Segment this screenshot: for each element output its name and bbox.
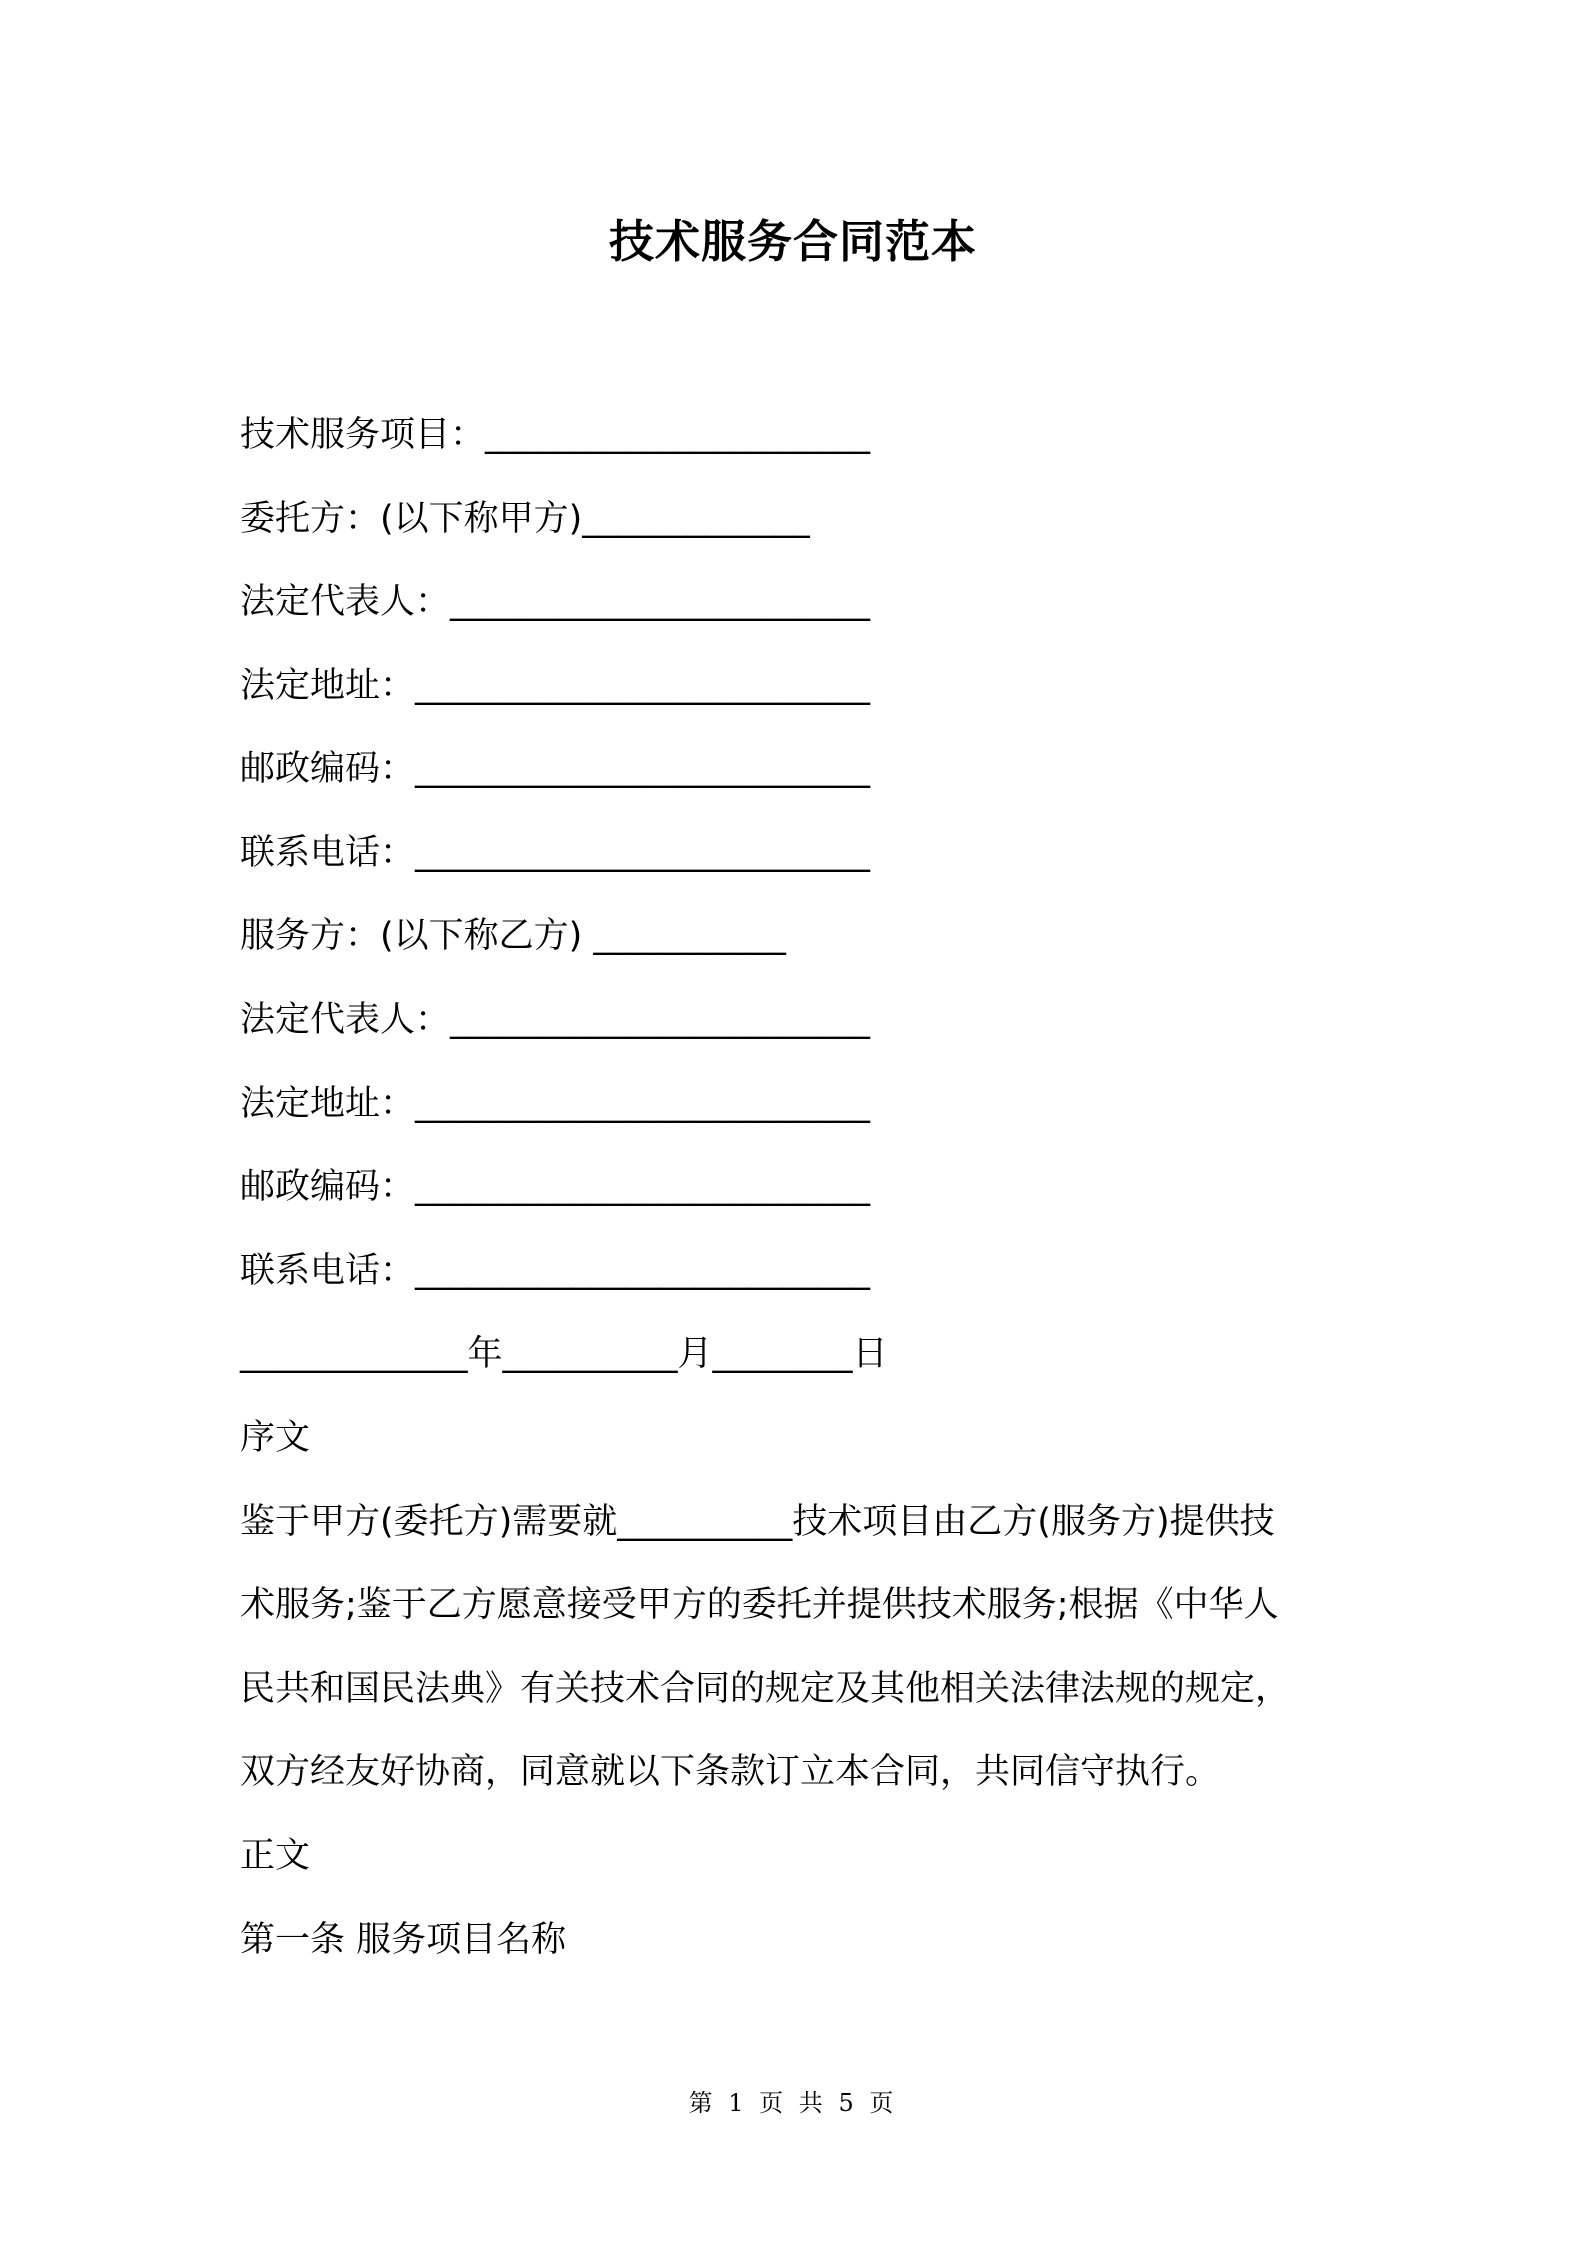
field-provider-legal-address: 法定地址：__________________________ (240, 1084, 871, 1124)
field-client-postal-code: 邮政编码：__________________________ (240, 749, 871, 789)
field-client-legal-rep: 法定代表人：________________________ (240, 582, 871, 622)
field-service-project: 技术服务项目：______________________ (240, 415, 871, 455)
article-1-heading: 第一条 服务项目名称 (240, 1920, 567, 1960)
field-service-party: 服务方：(以下称乙方) ___________ (240, 916, 786, 956)
preface-line: 术服务;鉴于乙方愿意接受甲方的委托并提供技术服务;根据《中华人 (240, 1585, 1279, 1625)
field-provider-postal-code: 邮政编码：__________________________ (240, 1167, 871, 1207)
preface-heading: 序文 (240, 1418, 311, 1458)
body-heading: 正文 (240, 1836, 311, 1876)
field-provider-phone: 联系电话：__________________________ (240, 1251, 871, 1291)
preface-line: 双方经友好协商，同意就以下条款订立本合同，共同信守执行。 (240, 1752, 1221, 1792)
field-date: _____________年__________月________日 (240, 1334, 888, 1374)
field-client-phone: 联系电话：__________________________ (240, 833, 871, 873)
document-title: 技术服务合同范本 (608, 215, 977, 268)
page-indicator: 第 1 页 共 5 页 (688, 2089, 898, 2117)
field-provider-legal-rep: 法定代表人：________________________ (240, 1000, 871, 1040)
field-client-legal-address: 法定地址：__________________________ (240, 666, 871, 706)
preface-line: 鉴于甲方(委托方)需要就__________技术项目由乙方(服务方)提供技 (240, 1502, 1275, 1542)
preface-line: 民共和国民法典》有关技术合同的规定及其他相关法律法规的规定， (240, 1669, 1291, 1709)
field-client-party: 委托方：(以下称甲方)_____________ (240, 499, 810, 539)
